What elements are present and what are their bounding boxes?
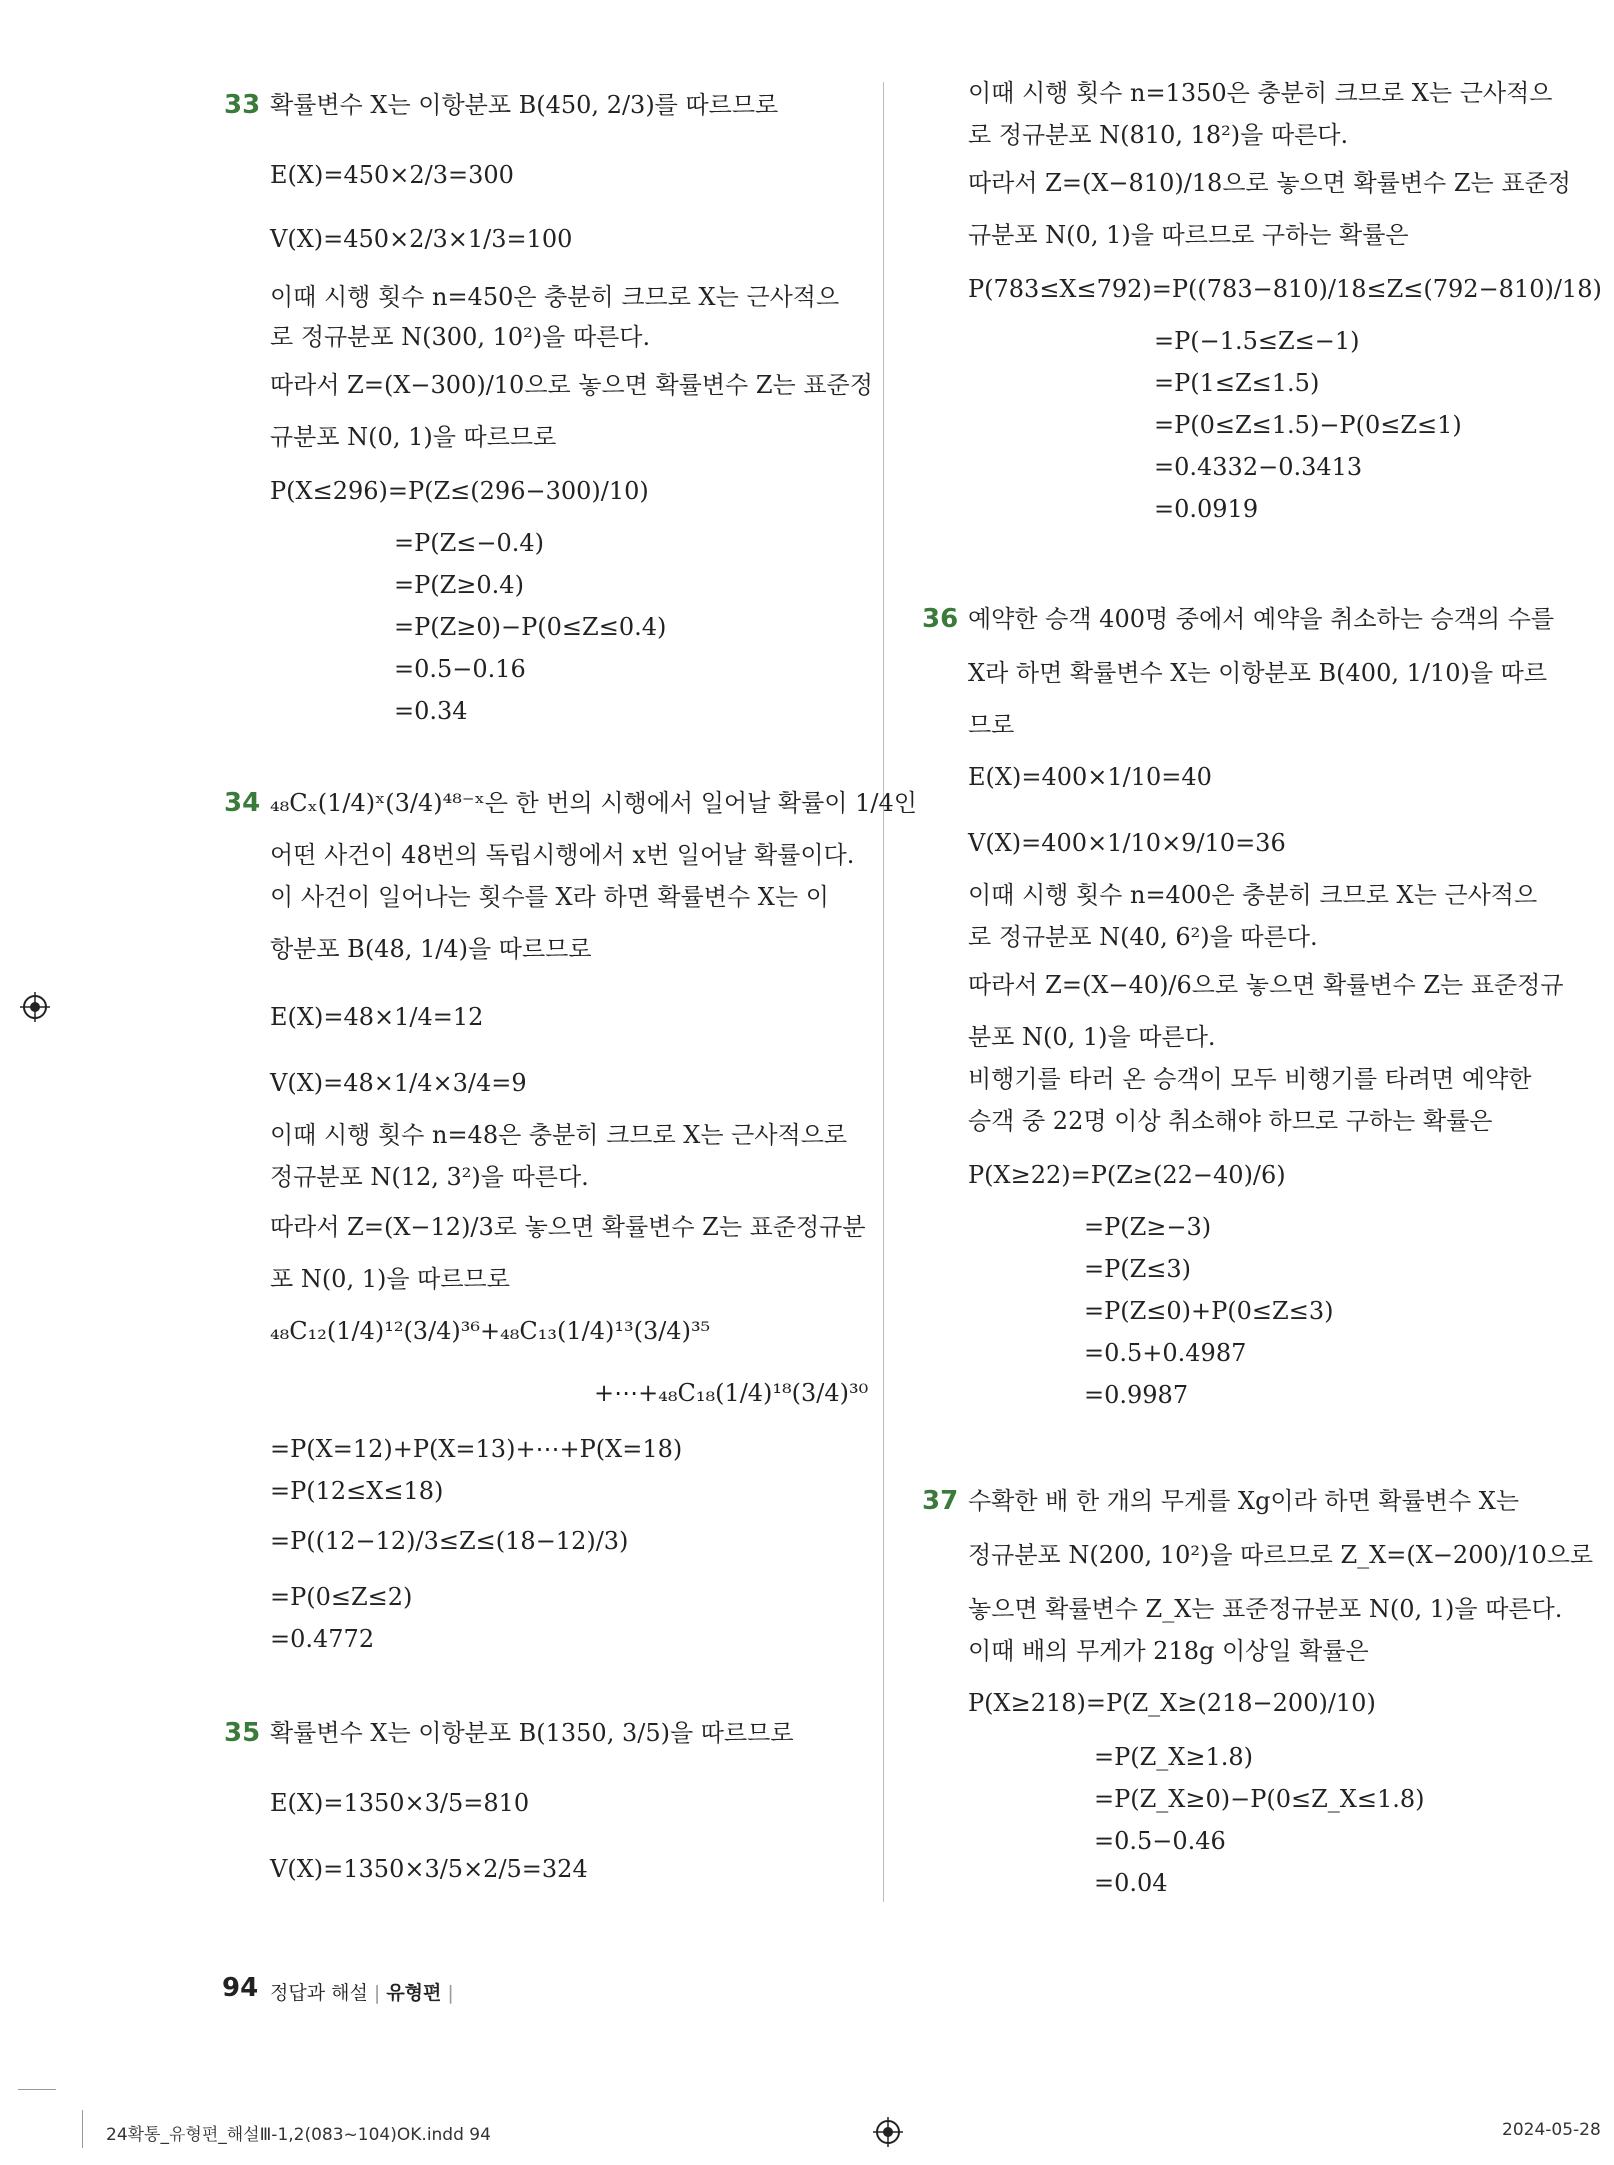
solution-line: =P(Z_X≥0)−P(0≤Z_X≤1.8) [1094,1785,1425,1813]
solution-line: 따라서 Z=(X−40)/6으로 놓으면 확률변수 Z는 표준정규 [968,971,1564,999]
problem-number: 37 [922,1486,959,1516]
solution-line: 정규분포 N(200, 10²)을 따르므로 Z_X=(X−200)/10으로 [968,1541,1594,1569]
solution-line: V(X)=450×2/3×1/3=100 [270,225,573,253]
solution-line: =P(0≤Z≤2) [270,1583,413,1611]
solution-line: =P(Z≤3) [1084,1255,1192,1283]
solution-line: V(X)=48×1/4×3/4=9 [270,1069,527,1097]
solution-line: 항분포 B(48, 1/4)을 따르므로 [270,935,592,963]
solution-line: E(X)=48×1/4=12 [270,1003,484,1031]
date-slug: 2024-05-28 [1502,2120,1601,2140]
solution-line: 로 정규분포 N(810, 18²)을 따른다. [968,121,1349,149]
registration-mark-icon [20,992,50,1022]
solution-line: =0.5−0.46 [1094,1827,1226,1855]
solution-line: =P(Z_X≥1.8) [1094,1743,1254,1771]
solution-line: P(X≥22)=P(Z≥(22−40)/6) [968,1161,1286,1189]
solution-line: =0.4332−0.3413 [1154,453,1363,481]
solution-line: 포 N(0, 1)을 따르므로 [270,1265,510,1293]
solution-line: 이때 시행 횟수 n=1350은 충분히 크므로 X는 근사적으 [968,79,1553,107]
solution-line: =P(Z≥0)−P(0≤Z≤0.4) [394,613,667,641]
solution-line: 로 정규분포 N(40, 6²)을 따른다. [968,923,1318,951]
solution-line: +⋯+₄₈C₁₈(1/4)¹⁸(3/4)³⁰ [594,1379,869,1407]
solution-line: P(X≥218)=P(Z_X≥(218−200)/10) [968,1689,1376,1717]
solution-line: 로 정규분포 N(300, 10²)을 따른다. [270,323,651,351]
solution-line: E(X)=450×2/3=300 [270,161,514,189]
solution-line: 분포 N(0, 1)을 따른다. [968,1023,1216,1051]
solution-line: 확률변수 X는 이항분포 B(1350, 3/5)을 따르므로 [270,1719,794,1747]
solution-line: E(X)=400×1/10=40 [968,763,1212,791]
solution-line: 따라서 Z=(X−300)/10으로 놓으면 확률변수 Z는 표준정 [270,371,873,399]
solution-line: 비행기를 타러 온 승객이 모두 비행기를 타려면 예약한 [968,1065,1532,1093]
solution-line: =P(Z≥−3) [1084,1213,1212,1241]
solution-line: =P(X=12)+P(X=13)+⋯+P(X=18) [270,1435,683,1463]
problem-number: 34 [224,788,261,818]
solution-line: =0.04 [1094,1869,1168,1897]
solution-line: 이때 시행 횟수 n=450은 충분히 크므로 X는 근사적으 [270,283,840,311]
solution-line: =P((12−12)/3≤Z≤(18−12)/3) [270,1527,629,1555]
solution-line: =P(−1.5≤Z≤−1) [1154,327,1360,355]
solution-line: =P(1≤Z≤1.5) [1154,369,1320,397]
solution-line: 놓으면 확률변수 Z_X는 표준정규분포 N(0, 1)을 따른다. [968,1595,1563,1623]
solution-line: 이때 시행 횟수 n=400은 충분히 크므로 X는 근사적으 [968,881,1538,909]
problem-number: 33 [224,90,261,120]
solution-line: V(X)=1350×3/5×2/5=324 [270,1855,588,1883]
problem-number: 36 [922,604,959,634]
crop-mark [82,2110,83,2148]
page-number: 94 [222,1973,259,2003]
solution-line: =0.9987 [1084,1381,1189,1409]
solution-line: =0.34 [394,697,468,725]
file-slug: 24확통_유형편_해설Ⅲ-1,2(083~104)OK.indd 94 [106,2125,491,2145]
solution-line: ₄₈C₁₂(1/4)¹²(3/4)³⁶+₄₈C₁₃(1/4)¹³(3/4)³⁵ [270,1317,711,1345]
solution-line: 규분포 N(0, 1)을 따르므로 구하는 확률은 [968,221,1409,249]
solution-line: E(X)=1350×3/5=810 [270,1789,530,1817]
page-section: 정답과 해설 | 유형편 | [270,1982,454,2004]
section-label: 정답과 해설 [270,1982,368,2004]
solution-line: 따라서 Z=(X−810)/18으로 놓으면 확률변수 Z는 표준정 [968,169,1571,197]
solution-line: 이때 배의 무게가 218g 이상일 확률은 [968,1637,1369,1665]
solution-line: V(X)=400×1/10×9/10=36 [968,829,1286,857]
solution-line: =P(0≤Z≤1.5)−P(0≤Z≤1) [1154,411,1462,439]
solution-line: 정규분포 N(12, 3²)을 따른다. [270,1163,589,1191]
solution-line: =P(12≤X≤18) [270,1477,444,1505]
solution-line: 규분포 N(0, 1)을 따르므로 [270,423,557,451]
solution-line: 이 사건이 일어나는 횟수를 X라 하면 확률변수 X는 이 [270,883,829,911]
solution-line: X라 하면 확률변수 X는 이항분포 B(400, 1/10)을 따르 [968,659,1548,687]
solution-line: =0.5+0.4987 [1084,1339,1247,1367]
subsection-label: 유형편 [386,1982,442,2004]
solution-line: P(783≤X≤792)=P((783−810)/18≤Z≤(792−810)/18) [968,275,1602,303]
solution-line: 수확한 배 한 개의 무게를 Xg이라 하면 확률변수 X는 [968,1487,1520,1515]
solution-line: =P(Z≤0)+P(0≤Z≤3) [1084,1297,1334,1325]
solution-line: 이때 시행 횟수 n=48은 충분히 크므로 X는 근사적으로 [270,1121,848,1149]
solution-line: 승객 중 22명 이상 취소해야 하므로 구하는 확률은 [968,1107,1493,1135]
solution-line: =P(Z≤−0.4) [394,529,545,557]
solution-line: 예약한 승객 400명 중에서 예약을 취소하는 승객의 수를 [968,605,1555,633]
solution-line: 확률변수 X는 이항분포 B(450, 2/3)를 따르므로 [270,91,779,119]
solution-line: =0.5−0.16 [394,655,526,683]
solution-line: 므로 [968,711,1015,739]
solution-line: 어떤 사건이 48번의 독립시행에서 x번 일어날 확률이다. [270,841,855,869]
crop-mark [18,2089,56,2090]
solution-line: P(X≤296)=P(Z≤(296−300)/10) [270,477,649,505]
solution-line: =0.4772 [270,1625,375,1653]
solution-line: 따라서 Z=(X−12)/3로 놓으면 확률변수 Z는 표준정규분 [270,1213,866,1241]
problem-number: 35 [224,1718,261,1748]
solution-line: ₄₈Cₓ(1/4)ˣ(3/4)⁴⁸⁻ˣ은 한 번의 시행에서 일어날 확률이 1/4인 [270,789,917,817]
solution-line: =P(Z≥0.4) [394,571,524,599]
solution-line: =0.0919 [1154,495,1259,523]
column-divider [883,82,884,1902]
registration-mark-icon [873,2117,903,2147]
